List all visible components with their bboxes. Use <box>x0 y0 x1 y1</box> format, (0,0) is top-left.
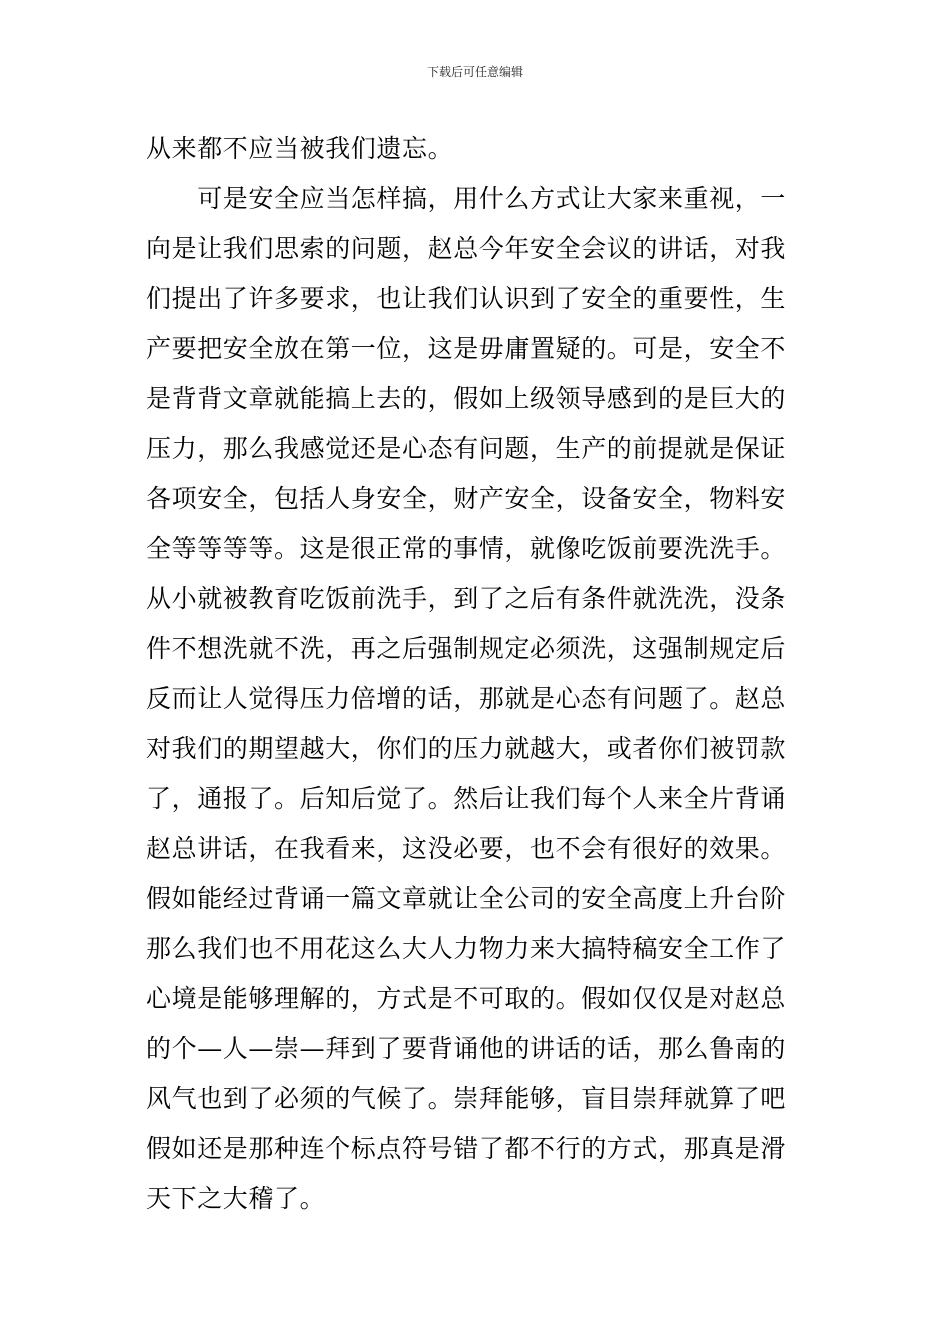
text-line: 那么我们也不用花这么大人力物力来大搞特稿安全工作了 <box>146 934 787 963</box>
text-line: 压力，那么我感觉还是心态有问题，生产的前提就是保证 <box>146 434 787 463</box>
text-line: 反而让人觉得压力倍增的话，那就是心态有问题了。赵总 <box>146 684 787 713</box>
text-line: 心境是能够理解的，方式是不可取的。假如仅仅是对赵总 <box>146 984 787 1013</box>
text-line: 全等等等等。这是很正常的事情，就像吃饭前要洗洗手。 <box>146 534 787 563</box>
text-line: 件不想洗就不洗，再之后强制规定必须洗，这强制规定后 <box>146 634 787 663</box>
text-line: 的个—人—崇—拜到了要背诵他的讲话的话，那么鲁南的 <box>146 1034 787 1063</box>
text-line: 向是让我们思索的问题，赵总今年安全会议的讲话，对我 <box>146 234 787 263</box>
text-line: 天下之大稽了。 <box>146 1184 326 1213</box>
text-line: 产要把安全放在第一位，这是毋庸置疑的。可是，安全不 <box>146 334 787 363</box>
text-line: 风气也到了必须的气候了。崇拜能够，盲目崇拜就算了吧 <box>146 1084 787 1113</box>
text-line: 从来都不应当被我们遗忘。 <box>146 134 454 163</box>
text-line: 了，通报了。后知后觉了。然后让我们每个人来全片背诵 <box>146 784 787 813</box>
text-line: 对我们的期望越大，你们的压力就越大，或者你们被罚款 <box>146 734 787 763</box>
document-body <box>146 124 808 1224</box>
text-line: 假如还是那种连个标点符号错了都不行的方式，那真是滑 <box>146 1134 787 1163</box>
text-line: 是背背文章就能搞上去的，假如上级领导感到的是巨大的 <box>146 384 787 413</box>
text-line: 从小就被教育吃饭前洗手，到了之后有条件就洗洗，没条 <box>146 584 787 613</box>
text-line: 可是安全应当怎样搞，用什么方式让大家来重视，一 <box>146 184 787 213</box>
text-line: 各项安全，包括人身安全，财产安全，设备安全，物料安 <box>146 484 787 513</box>
text-line: 赵总讲话，在我看来，这没必要，也不会有很好的效果。 <box>146 834 787 863</box>
text-line: 们提出了许多要求，也让我们认识到了安全的重要性，生 <box>146 284 787 313</box>
page-header: 下载后可任意编辑 <box>426 65 523 79</box>
text-line: 假如能经过背诵一篇文章就让全公司的安全高度上升台阶 <box>146 884 787 913</box>
